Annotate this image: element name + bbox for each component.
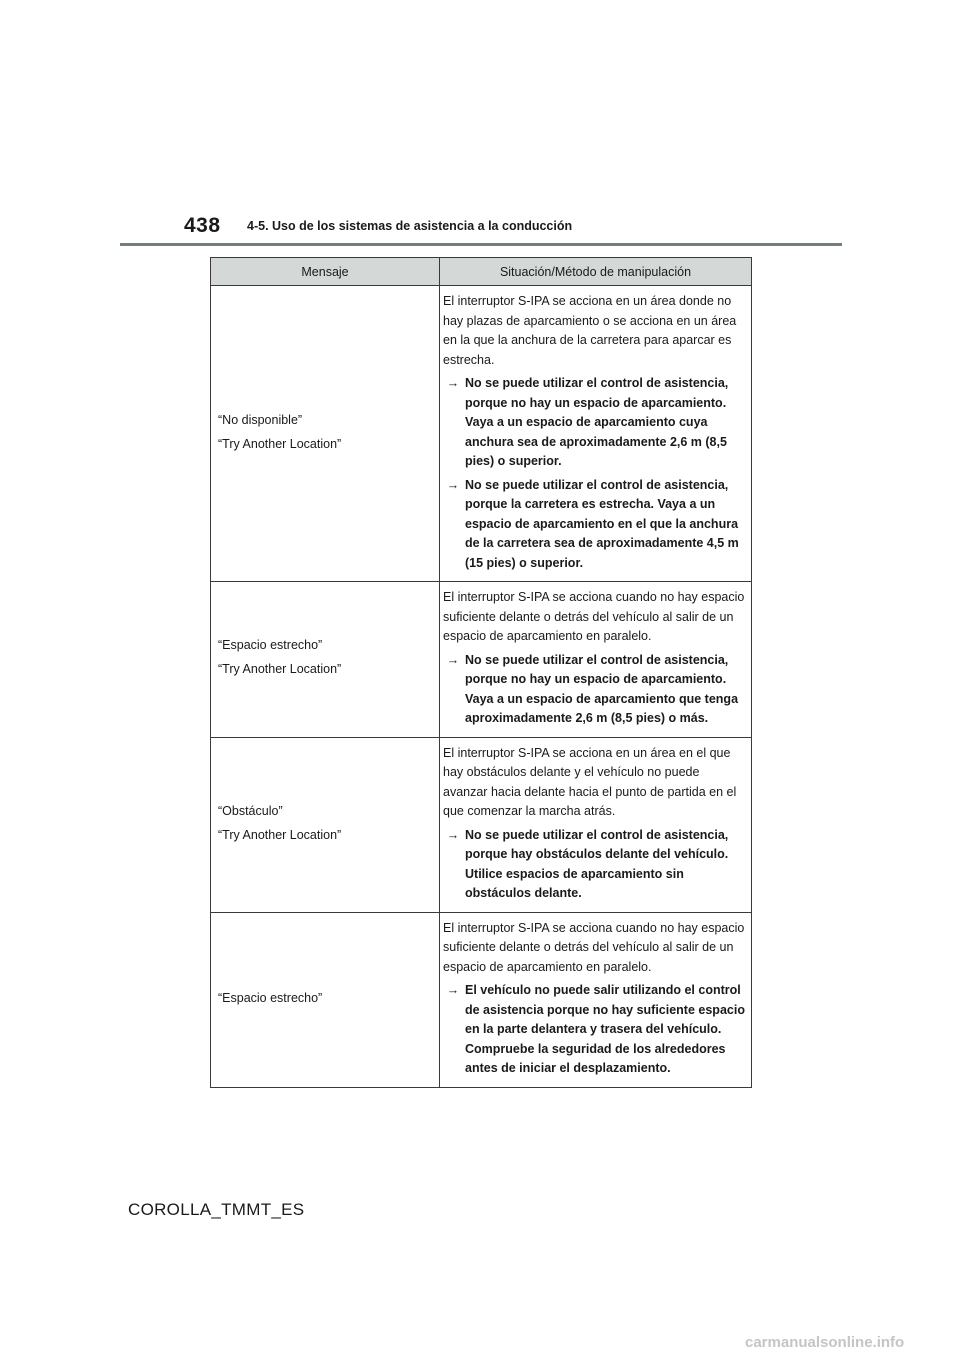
action-item — [443, 981, 746, 1079]
arrow-right-icon: → — [446, 983, 460, 997]
action-item — [443, 651, 746, 729]
arrow-right-icon: → — [446, 477, 460, 492]
action-item-text: No se puede utilizar el control de asistencia, porque no hay un espacio de aparcamiento. Vaya a un espacio de aparcamiento que tenga aproximadamente 2,6 m (8,5 pies) o más. — [465, 652, 739, 725]
situation-description: El interruptor S-IPA se acciona en un área donde no hay plazas de aparcamiento o se acciona en un área en la que la anchura de la carretera para aparcar es estrecha. — [443, 294, 737, 367]
arrow-right-icon: → — [446, 652, 460, 667]
situation-description: El interruptor S-IPA se acciona cuando no hay espacio suficiente delante o detrás del vehículo al salir de un espacio de aparcamiento en paralelo. — [443, 590, 745, 643]
section-title: 4-5. Uso de los sistemas de asistencia a la conducción — [247, 219, 573, 233]
table-row — [211, 737, 752, 912]
message-cell — [211, 582, 440, 738]
action-item — [443, 476, 746, 574]
situation-cell — [440, 582, 752, 738]
message-text: “Espacio estrecho” — [218, 990, 323, 1005]
message-text: “Try Another Location” — [218, 436, 342, 451]
action-item — [443, 374, 746, 472]
situation-cell — [440, 286, 752, 582]
arrow-right-icon: → — [446, 376, 460, 390]
watermark: carmanualsonline.info — [745, 1334, 905, 1351]
column-header-message: Mensaje — [211, 258, 440, 286]
situation-cell — [440, 912, 752, 1087]
situation-cell — [440, 737, 752, 912]
action-item — [443, 826, 746, 904]
action-item-text: No se puede utilizar el control de asistencia, porque no hay un espacio de aparcamiento. Vaya a un espacio de aparcamiento cuya anchura sea de aproximadamente 2,6 m (8,5 pies) o superior. — [465, 376, 729, 468]
message-cell — [211, 912, 440, 1087]
table-body — [211, 286, 752, 1088]
message-text: “Obstáculo” — [218, 803, 283, 818]
footer-doc-code: COROLLA_TMMT_ES — [128, 1200, 305, 1219]
message-cell — [211, 737, 440, 912]
message-text: “Try Another Location” — [218, 827, 342, 842]
column-header-situation: Situación/Método de manipulación — [440, 258, 752, 286]
table-row — [211, 582, 752, 738]
arrow-right-icon: → — [446, 827, 460, 842]
header-divider — [120, 243, 842, 246]
message-table — [210, 257, 752, 1088]
action-item-text: No se puede utilizar el control de asistencia, porque la carretera es estrecha. Vaya a un espacio de aparcamiento en el que la anchura de la carretera sea de aproximadamente 4,5 m (15 pies) o superior. — [465, 477, 739, 570]
action-item-text: No se puede utilizar el control de asistencia, porque hay obstáculos delante del vehículo. Utilice espacios de aparcamiento sin obstáculos delante. — [465, 827, 729, 900]
action-item-text: El vehículo no puede salir utilizando el control de asistencia porque no hay suficiente espacio en la parte delantera y trasera del vehículo. Compruebe la seguridad de los alrededores antes de iniciar el desplazamiento. — [465, 983, 745, 1075]
message-cell — [211, 286, 440, 582]
situation-description: El interruptor S-IPA se acciona cuando no hay espacio suficiente delante o detrás del vehículo al salir de un espacio de aparcamiento en paralelo. — [443, 920, 745, 974]
page-header — [0, 0, 960, 250]
situation-description: El interruptor S-IPA se acciona en un área en el que hay obstáculos delante y el vehículo no puede avanzar hacia delante hacia el punto de partida en el que comenzar la marcha atrás. — [443, 745, 737, 818]
page-number: 438 — [184, 214, 221, 237]
table-row — [211, 912, 752, 1087]
table-row — [211, 286, 752, 582]
message-text: “No disponible” — [218, 412, 303, 427]
message-text: “Espacio estrecho” — [218, 638, 323, 653]
message-text: “Try Another Location” — [218, 662, 342, 677]
table-header-row — [211, 258, 752, 286]
